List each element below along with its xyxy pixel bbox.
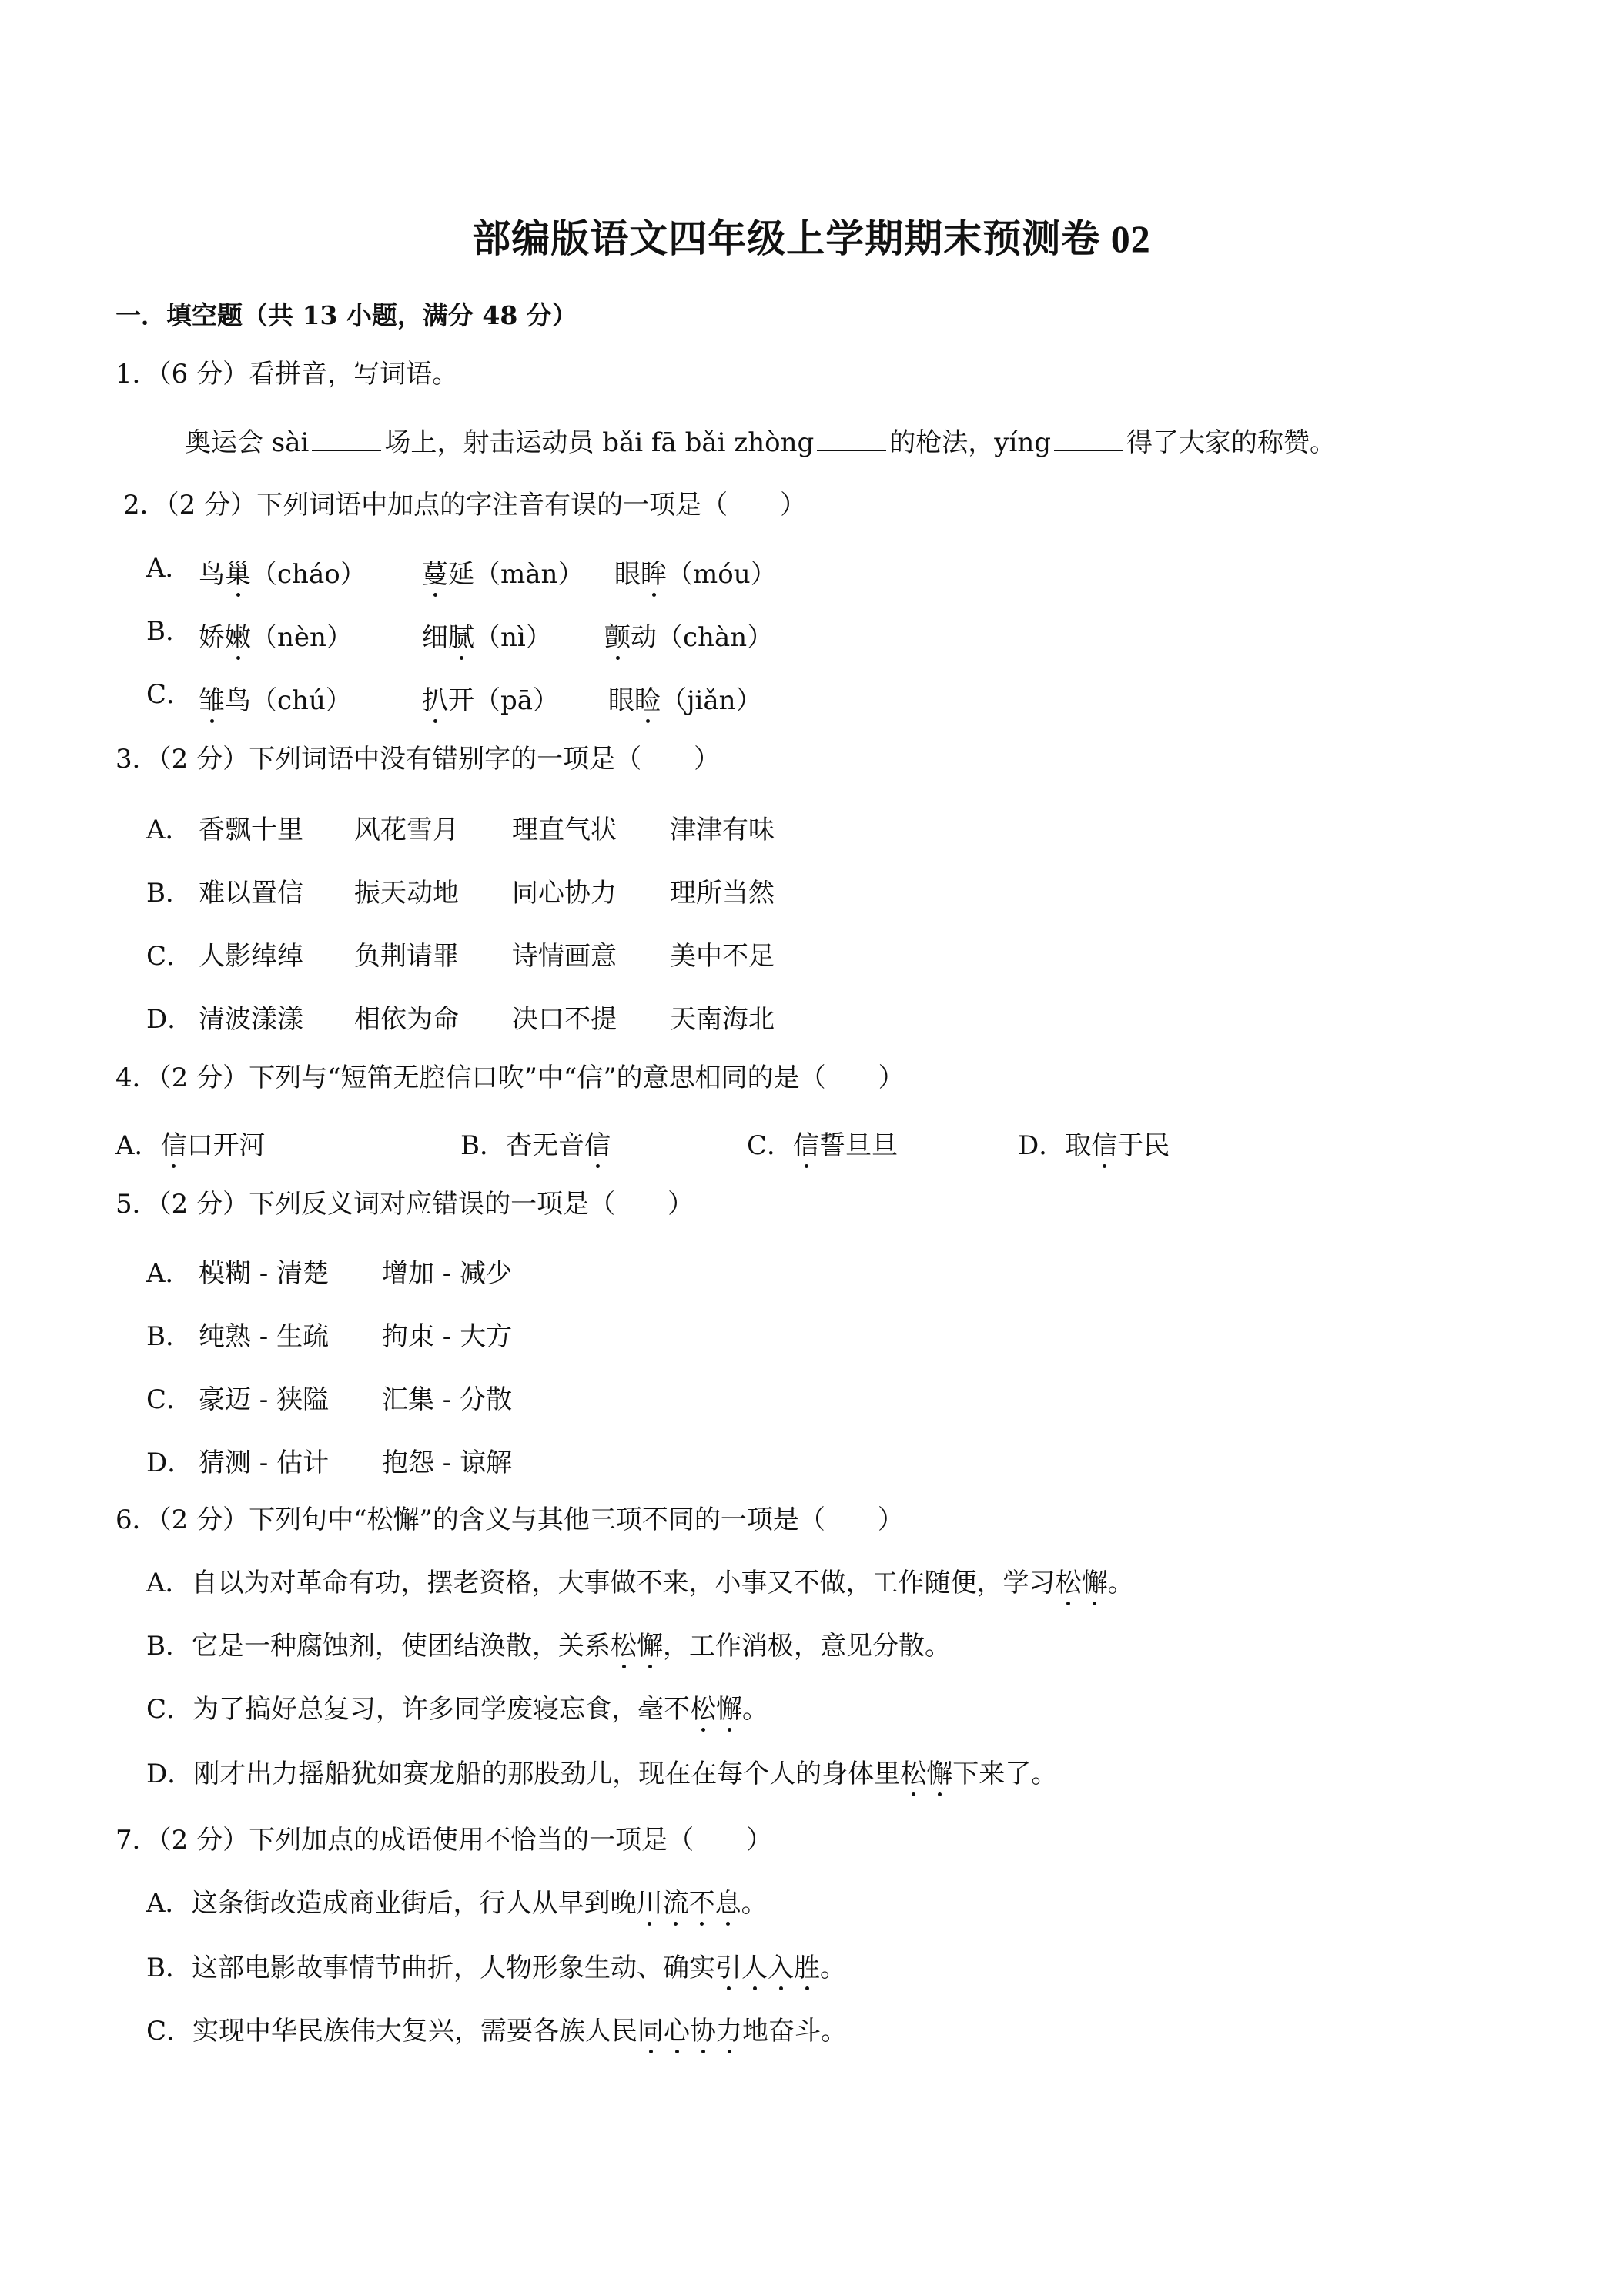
option-label: A． <box>146 815 192 845</box>
option-label: D． <box>146 1004 194 1035</box>
question-3-stem: 3．（2 分）下列词语中没有错别字的一项是（ ） <box>115 744 721 775</box>
option-label: C． <box>146 1384 193 1415</box>
option-word: 拘束 - 大方 <box>382 1321 513 1352</box>
question-4-stem: 4．（2 分）下列与“短笛无腔信口吹”中“信”的意思相同的是（ ） <box>115 1063 905 1093</box>
option-word: 模糊 - 清楚 <box>199 1258 330 1289</box>
option-word: 扒开（pā） <box>422 679 559 717</box>
option-word: 鸟巢（cháo） <box>199 553 366 591</box>
option-word: 人影绰绰 <box>199 941 303 972</box>
option-word: 美中不足 <box>670 941 775 972</box>
option-label: B． <box>146 1321 192 1352</box>
option-word: 津津有味 <box>670 815 775 845</box>
option-word: 汇集 - 分散 <box>382 1384 513 1415</box>
option-word: 颤动（chàn） <box>604 616 773 654</box>
option-word: 眼眸（móu） <box>614 553 777 591</box>
page-title: 部编版语文四年级上学期期末预测卷 02 <box>472 217 1151 260</box>
question-4-option-b: B．杳无音信 <box>460 1124 611 1162</box>
option-word: 诗情画意 <box>512 941 617 972</box>
question-6-option-c: C．为了搞好总复习，许多同学废寝忘食，毫不松懈。 <box>146 1694 769 1725</box>
option-label: D． <box>146 1448 194 1478</box>
option-word: 猜测 - 估计 <box>199 1448 330 1478</box>
question-5-stem: 5．（2 分）下列反义词对应错误的一项是（ ） <box>115 1189 694 1220</box>
option-word: 同心协力 <box>512 878 617 909</box>
question-2-option-c: C． <box>146 679 193 710</box>
question-4-option-a: A．信口开河 <box>115 1124 266 1162</box>
question-1-body: 奥运会 sài 场上，射击运动员 bǎi fā bǎi zhòng 的枪法，yíng 得了大家的称赞。 <box>185 427 1337 458</box>
question-6-option-d: D．刚才出力摇船犹如赛龙船的那股劲儿，现在在每个人的身体里松懈下来了。 <box>146 1759 1058 1789</box>
option-word: 清波漾漾 <box>199 1004 303 1035</box>
option-word: 理直气状 <box>512 815 617 845</box>
option-word: 相依为命 <box>354 1004 459 1035</box>
option-word: 天南海北 <box>670 1004 775 1035</box>
question-2-option-b: B． <box>146 616 192 647</box>
question-6-stem: 6．（2 分）下列句中“松懈”的含义与其他三项不同的一项是（ ） <box>115 1504 904 1535</box>
option-word: 娇嫩（nèn） <box>199 616 353 654</box>
answer-blank[interactable] <box>817 427 886 451</box>
option-word: 雏鸟（chú） <box>199 679 352 717</box>
option-word: 风花雪月 <box>354 815 459 845</box>
question-6-option-a: A．自以为对革命有功，摆老资格，大事做不来，小事又不做，工作随便，学习松懈。 <box>146 1568 1134 1598</box>
answer-blank[interactable] <box>312 427 381 451</box>
option-word: 细腻（nì） <box>422 616 552 654</box>
question-7-option-c: C．实现中华民族伟大复兴，需要各族人民同心协力地奋斗。 <box>146 2016 848 2047</box>
option-label: B． <box>146 878 192 909</box>
option-word: 抱怨 - 谅解 <box>382 1448 513 1478</box>
question-1-stem: 1．（6 分）看拼音，写词语。 <box>115 359 459 390</box>
option-word: 豪迈 - 狭隘 <box>199 1384 330 1415</box>
question-7-option-a: A．这条街改造成商业街后，行人从早到晚川流不息。 <box>146 1888 768 1919</box>
option-word: 香飘十里 <box>199 815 303 845</box>
question-7-stem: 7．（2 分）下列加点的成语使用不恰当的一项是（ ） <box>115 1825 773 1856</box>
question-4-option-c: C．信誓旦旦 <box>747 1124 898 1162</box>
option-word: 振天动地 <box>354 878 459 909</box>
option-word: 负荆请罪 <box>354 941 459 972</box>
answer-blank[interactable] <box>1054 427 1123 451</box>
option-word: 增加 - 减少 <box>382 1258 513 1289</box>
option-word: 眼睑（jiǎn） <box>608 679 762 717</box>
question-2-option-a: A． <box>146 553 192 584</box>
question-7-option-b: B．这部电影故事情节曲折，人物形象生动、确实引人入胜。 <box>146 1953 846 1983</box>
option-label: C． <box>146 941 193 972</box>
option-label: A． <box>146 1258 192 1289</box>
question-6-option-b: B．它是一种腐蚀剂，使团结涣散，关系松懈，工作消极，意见分散。 <box>146 1631 951 1662</box>
question-4-option-d: D．取信于民 <box>1018 1124 1170 1162</box>
option-word: 纯熟 - 生疏 <box>199 1321 330 1352</box>
option-word: 难以置信 <box>199 878 303 909</box>
option-word: 理所当然 <box>670 878 775 909</box>
section-heading: 一．填空题（共 13 小题，满分 48 分） <box>115 300 577 330</box>
option-word: 蔓延（màn） <box>422 553 584 591</box>
question-2-stem: 2．（2 分）下列词语中加点的字注音有误的一项是（ ） <box>123 490 807 520</box>
option-word: 决口不提 <box>512 1004 617 1035</box>
